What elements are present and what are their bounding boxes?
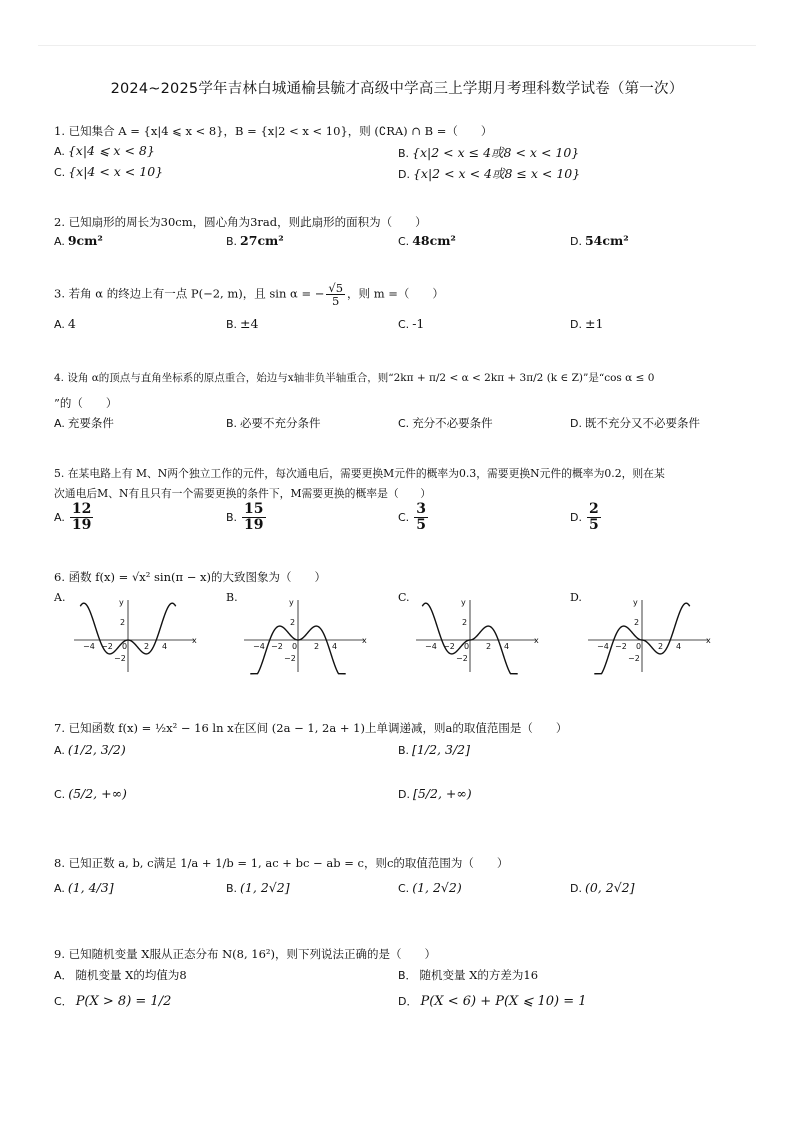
y-axis-label: y	[461, 598, 466, 607]
x-tick-label: 4	[504, 642, 510, 651]
x-tick-label: −4	[425, 642, 437, 651]
q8-option-b[interactable]: B. (1, 2√2]	[226, 880, 290, 895]
q2-option-a[interactable]: A. 9cm²	[54, 233, 103, 248]
q3-option-c[interactable]: C. -1	[398, 316, 425, 331]
x-axis-label: x	[706, 636, 711, 645]
x-tick-label: −2	[615, 642, 627, 651]
y-tick-label: −2	[456, 654, 468, 663]
y-axis-label: y	[633, 598, 638, 607]
q6-stem: 6. 函数 f(x) = √x² sin(π − x)的大致图象为（ ）	[54, 570, 326, 584]
q6-option-b[interactable]: B.	[226, 591, 238, 604]
y-tick-label: −2	[628, 654, 640, 663]
y-tick-label: 2	[290, 618, 296, 627]
x-tick-label: 2	[486, 642, 492, 651]
x-tick-label: 0	[464, 642, 470, 651]
q6-graph-d[interactable]	[584, 596, 714, 676]
y-tick-label: 2	[120, 618, 126, 627]
q5-stem-line2: 次通电后M、N有且只有一个需要更换的条件下，M需要更换的概率是（ ）	[54, 487, 432, 500]
x-tick-label: 0	[122, 642, 128, 651]
q5-option-d[interactable]: D. $\frac{2}{5}$	[570, 501, 599, 533]
page-title: 2024~2025学年吉林白城通榆县毓才高级中学高三上学期月考理科数学试卷（第一次）	[110, 81, 684, 97]
q4-stem-line2: ”的（ ）	[54, 396, 118, 410]
x-tick-label: 0	[636, 642, 642, 651]
q9-option-d[interactable]: D． P(X < 6) + P(X ⩽ 10) = 1	[398, 994, 587, 1009]
q2-option-d[interactable]: D. 54cm²	[570, 233, 629, 248]
x-tick-label: 2	[658, 642, 664, 651]
q4-option-c[interactable]: C. 充分不必要条件	[398, 416, 493, 430]
q5-option-c[interactable]: C. $\frac{3}{5}$	[398, 501, 426, 533]
q7-option-c[interactable]: C. (5/2, +∞)	[54, 786, 127, 801]
q9-option-b[interactable]: B． 随机变量 X的方差为16	[398, 968, 539, 982]
q4-option-d[interactable]: D. 既不充分又不必要条件	[570, 416, 700, 430]
q2-stem: 2. 已知扇形的周长为30cm，圆心角为3rad，则此扇形的面积为（ ）	[54, 215, 427, 229]
y-tick-label: −2	[284, 654, 296, 663]
q1-option-a[interactable]: A. {x|4 ⩽ x < 8}	[54, 143, 155, 158]
q7-option-d[interactable]: D. [5/2, +∞)	[398, 786, 472, 801]
q1-option-b[interactable]: B. {x|2 < x ≤ 4或8 < x < 10}	[398, 145, 580, 160]
q6-graph-c[interactable]	[412, 596, 542, 676]
q1-stem: 1. 已知集合 A = {x|4 ⩽ x < 8}，B = {x|2 < x < 10}，则 (∁RA) ∩ B =（ ）	[54, 124, 493, 138]
q4-option-b[interactable]: B. 必要不充分条件	[226, 416, 321, 430]
x-tick-label: 4	[332, 642, 338, 651]
x-axis-label: x	[362, 636, 367, 645]
q8-option-c[interactable]: C. (1, 2√2)	[398, 880, 462, 895]
q4-stem-line1: 4. 设角 α的顶点与直角坐标系的原点重合，始边与x轴非负半轴重合，则“2kπ + π/2 < α < 2kπ + 3π/2 (k ∈ Z)”是“cos α ≤ 0	[54, 372, 655, 384]
q3-stem: 3. 若角 α 的终边上有一点 P(−2, m)，且 sin α = − $\frac{√5}{5}$ ，则 m =（ ）	[54, 281, 444, 309]
x-tick-label: −2	[101, 642, 113, 651]
x-tick-label: −4	[83, 642, 95, 651]
q7-stem: 7. 已知函数 f(x) = ½x² − 16 ln x在区间 (2a − 1, 2a + 1)上单调递减，则a的取值范围是（ ）	[54, 721, 568, 735]
q8-option-d[interactable]: D. (0, 2√2]	[570, 880, 635, 895]
q6-option-c[interactable]: C.	[398, 591, 410, 604]
q9-option-c[interactable]: C． P(X > 8) = 1/2	[54, 994, 172, 1009]
x-tick-label: 4	[162, 642, 168, 651]
q8-stem: 8. 已知正数 a, b, c满足 1/a + 1/b = 1, ac + bc − ab = c，则c的取值范围为（ ）	[54, 856, 509, 870]
q5-stem-line1: 5. 在某电路上有 M、N两个独立工作的元件，每次通电后，需要更换M元件的概率为0.3，需要更换N元件的概率为0.2，则在某	[54, 467, 665, 480]
q2-option-b[interactable]: B. 27cm²	[226, 233, 284, 248]
x-tick-label: −2	[271, 642, 283, 651]
q6-graph-a[interactable]	[70, 596, 200, 676]
top-rule	[38, 45, 756, 46]
x-tick-label: 2	[314, 642, 320, 651]
q5-option-b[interactable]: B. $\frac{15}{19}$	[226, 501, 264, 533]
q2-option-c[interactable]: C. 48cm²	[398, 233, 456, 248]
q3-option-b[interactable]: B. ±4	[226, 316, 259, 331]
y-tick-label: −2	[114, 654, 126, 663]
x-tick-label: 0	[292, 642, 298, 651]
x-tick-label: −4	[597, 642, 609, 651]
q7-option-a[interactable]: A. (1/2, 3/2)	[54, 742, 126, 757]
y-tick-label: 2	[634, 618, 640, 627]
q7-option-b[interactable]: B. [1/2, 3/2]	[398, 742, 470, 757]
y-axis-label: y	[289, 598, 294, 607]
q6-option-d[interactable]: D.	[570, 591, 582, 604]
x-axis-label: x	[534, 636, 539, 645]
q3-option-a[interactable]: A. 4	[54, 316, 76, 331]
y-axis-label: y	[119, 598, 124, 607]
q9-option-a[interactable]: A． 随机变量 X的均值为8	[54, 968, 187, 982]
x-axis-label: x	[192, 636, 197, 645]
q1-option-c[interactable]: C. {x|4 < x < 10}	[54, 164, 164, 179]
q1-option-d[interactable]: D. {x|2 < x < 4或8 ≤ x < 10}	[398, 166, 581, 181]
q3-option-d[interactable]: D. ±1	[570, 316, 604, 331]
q6-graph-b[interactable]	[240, 596, 370, 676]
q5-option-a[interactable]: A. $\frac{12}{19}$	[54, 501, 92, 533]
q9-stem: 9. 已知随机变量 X服从正态分布 N(8, 16²)，则下列说法正确的是（ ）	[54, 947, 437, 961]
x-tick-label: 2	[144, 642, 150, 651]
q8-option-a[interactable]: A. (1, 4/3]	[54, 880, 114, 895]
x-tick-label: −2	[443, 642, 455, 651]
q4-option-a[interactable]: A. 充要条件	[54, 416, 114, 430]
x-tick-label: 4	[676, 642, 682, 651]
q6-option-a[interactable]: A.	[54, 591, 66, 604]
x-tick-label: −4	[253, 642, 265, 651]
y-tick-label: 2	[462, 618, 468, 627]
